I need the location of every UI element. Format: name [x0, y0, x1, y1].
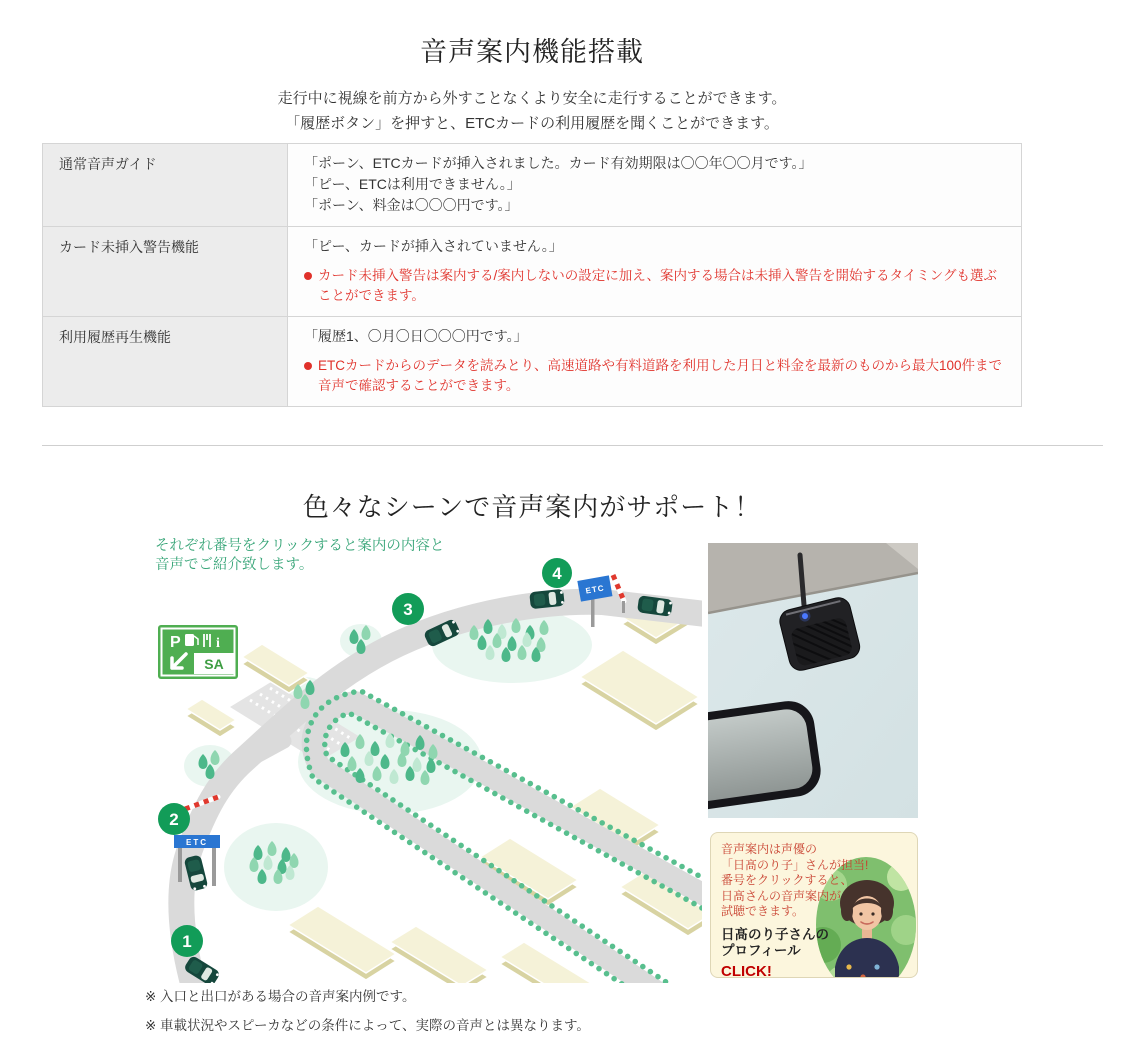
- footnote-1: ※ 入口と出口がある場合の音声案内例です。: [145, 989, 416, 1004]
- quote-line: 「ポーン、ETCカードが挿入されました。カード有効期限は〇〇年〇〇月です。」: [304, 155, 813, 171]
- svg-text:P: P: [170, 634, 181, 651]
- voice-guide-spec-table: [42, 143, 1022, 407]
- row-content: [288, 317, 1021, 406]
- etc-gate-label: ETC: [186, 838, 208, 847]
- svg-text:3: 3: [403, 600, 413, 619]
- svg-text:2: 2: [169, 810, 179, 829]
- table-row: [43, 316, 1021, 406]
- quote-line: 「ポーン、料金は〇〇〇円です。」: [304, 197, 519, 213]
- red-note-text: カード未挿入警告は案内する/案内しないの設定に加え、案内する場合は未挿入警告を開始するタイミングも選ぶことができます。: [318, 268, 998, 303]
- bullet-icon: [304, 362, 312, 370]
- page-title: 音声案内機能搭載: [420, 37, 644, 68]
- voice-scene-marker-4[interactable]: [542, 558, 572, 588]
- sa-sign-label: SA: [204, 656, 224, 672]
- map-caption-line-2: 音声でご紹介致します。: [155, 557, 314, 573]
- quote-line: 「履歴1、〇月〇日〇〇〇円です。」: [304, 328, 528, 344]
- voice-scene-marker-1[interactable]: [171, 925, 203, 957]
- voice-actress-box: [710, 832, 918, 978]
- quote-line: 「ピー、ETCは利用できません。」: [304, 176, 521, 192]
- footnote-2: ※ 車載状況やスピーカなどの条件によって、実際の音声とは異なります。: [145, 1018, 590, 1033]
- profile-link[interactable]: 日髙のり子さんの プロフィール: [721, 926, 829, 958]
- sa-service-area-sign: [158, 625, 238, 679]
- intro-line-2: 「履歴ボタン」を押すと、ETCカードの利用履歴を聞くことができます。: [285, 115, 779, 132]
- row-content: [288, 144, 1021, 226]
- svg-text:i: i: [216, 636, 220, 651]
- car: [529, 589, 565, 609]
- etc-antenna-photo: [708, 543, 918, 818]
- row-header: 利用履歴再生機能: [43, 317, 288, 406]
- voice-scene-marker-2[interactable]: [158, 803, 190, 835]
- row-header: 通常音声ガイド: [43, 144, 288, 226]
- svg-text:4: 4: [552, 564, 562, 583]
- footnotes: [145, 986, 590, 1043]
- section-divider: [42, 445, 1103, 446]
- svg-text:1: 1: [182, 932, 192, 951]
- highway-scene-map: [150, 557, 702, 983]
- voice-actress-description: 音声案内は声優の 「日髙のり子」さんが担当! 番号をクリックすると、 日髙さんの音声案内が 試聴できます。: [721, 842, 869, 918]
- section-title: 色々なシーンで音声案内がサポート！: [302, 493, 762, 523]
- red-note: [304, 356, 1004, 396]
- row-header: カード未挿入警告機能: [43, 227, 288, 316]
- click-button[interactable]: CLICK!: [721, 962, 772, 978]
- red-note: [304, 266, 1004, 306]
- bullet-icon: [304, 272, 312, 280]
- map-caption-line-1: それぞれ番号をクリックすると案内の内容と: [155, 538, 445, 554]
- intro-text: [42, 86, 1022, 136]
- table-row: [43, 226, 1021, 316]
- row-content: [288, 227, 1021, 316]
- table-row: [43, 144, 1021, 226]
- intro-line-1: 走行中に視線を前方から外すことなくより安全に走行することができます。: [277, 90, 787, 107]
- etc-gate-label: ETC: [584, 583, 606, 596]
- quote-line: 「ピー、カードが挿入されていません。」: [304, 238, 563, 254]
- voice-scene-marker-3[interactable]: [392, 593, 424, 625]
- red-note-text: ETCカードからのデータを読みとり、高速道路や有料道路を利用した月日と料金を最新のものから最大100件まで音声で確認することができます。: [318, 358, 1003, 393]
